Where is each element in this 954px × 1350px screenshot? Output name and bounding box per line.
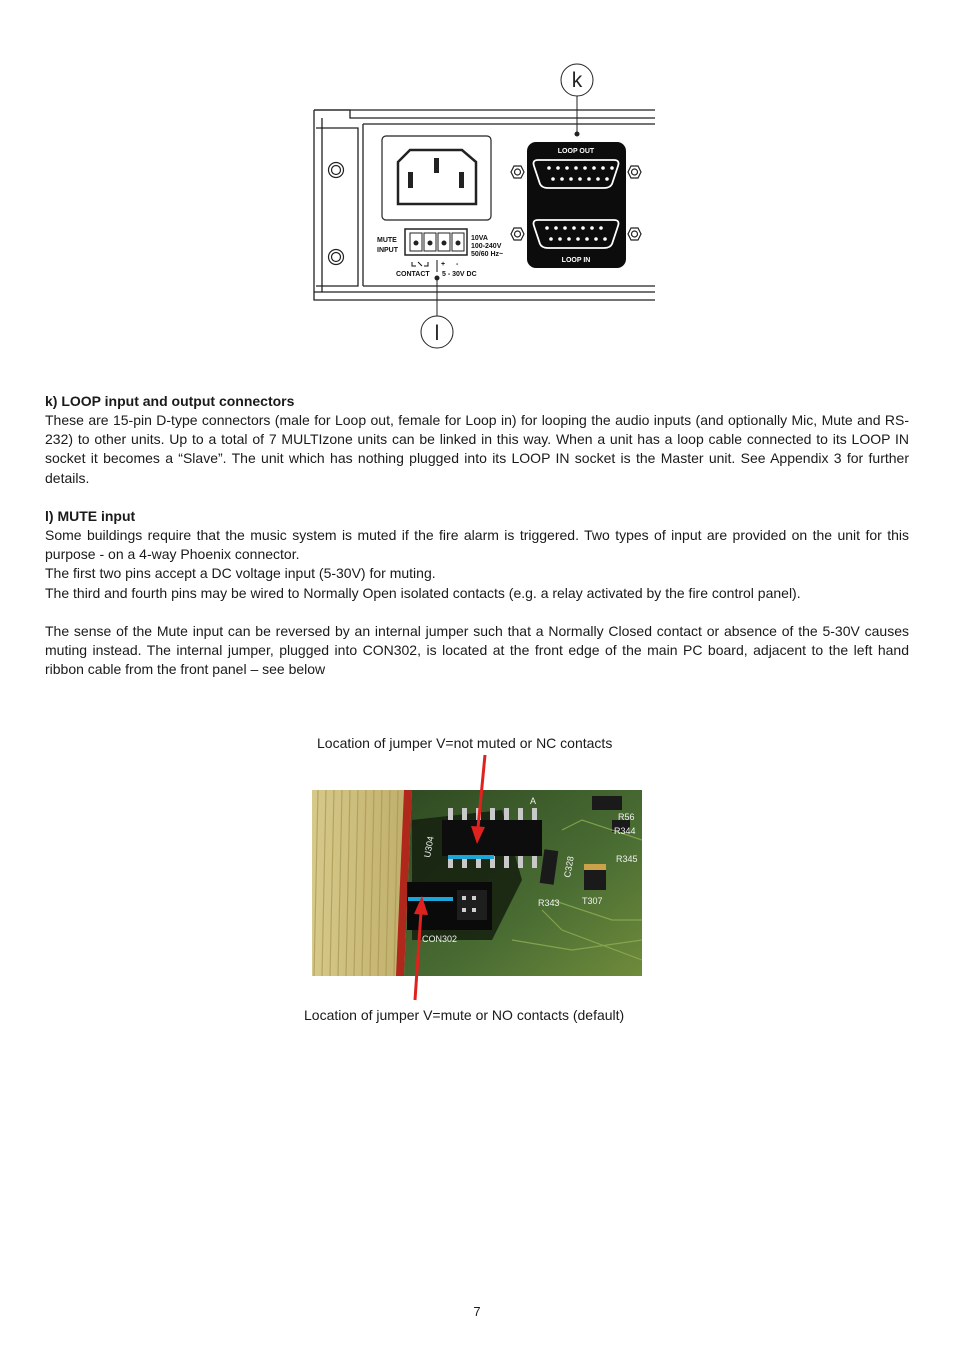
loop-out-label: LOOP OUT [557,148,595,155]
page-number: 7 [473,1304,481,1319]
section-l-body-3: The third and fourth pins may be wired to Normally Open isolated contacts (e.g. a relay activated by the fire control panel). [45,584,801,601]
label-r56: R56 [618,812,635,822]
power-rating-line3: 50/60 Hz~ [471,251,504,258]
power-rating-line2: 100-240V [471,243,502,250]
mute-label-line2: INPUT [377,247,398,254]
arrow-bottom [414,896,428,1000]
section-l-body-2: The first two pins accept a DC voltage input (5-30V) for muting. [45,565,436,582]
caption-bottom: Location of jumper V=mute or NO contacts (default) [304,1007,625,1023]
label-r343: R343 [538,898,560,908]
callout-k: k [571,69,583,92]
section-k-heading: k) LOOP input and output connectors [45,393,295,409]
contact-label: CONTACT [396,271,430,278]
label-r345: R345 [616,854,638,864]
mute-label-line1: MUTE [377,237,397,244]
red-arrows [400,750,500,1010]
section-k-body: These are 15-pin D-type connectors (male for Loop out, female for Loop in) for looping the audio inputs (and optionally Mic, Mute and RS-232) to other units. Up to a total of 7 MULTIzone units can be linked in this way. When a unit has a loop cable connected to its LOOP IN socket it becomes a “Slave”. The unit which has nothing plugged into its LOOP IN socket is the Master unit. See Appendix 3 for further details. [45,412,909,486]
section-k [45,392,909,488]
section-l-heading: l) MUTE input [45,508,136,524]
iec-power-inlet [382,136,491,220]
minus-sign: - [456,261,459,268]
label-r344: R344 [614,826,636,836]
label-t307: T307 [582,896,603,906]
loop-in-label: LOOP IN [561,257,591,264]
label-u304: U304 [422,835,436,859]
label-a: A [530,796,537,806]
loop-connectors-panel [527,142,626,268]
section-l-body-4: The sense of the Mute input can be reversed by an internal jumper such that a Normally Closed contact or absence of the 5-30V causes muting instead. The internal jumper, plugged into CON302, is located at the front edge of the main PC board, adjacent to the left hand ribbon cable from the front panel – see below [45,622,909,678]
arrow-top [471,755,485,844]
contact-symbol [412,262,428,266]
rear-panel-diagram [300,55,670,355]
dc-voltage-label: 5 - 30V DC [442,271,477,278]
plus-sign: + [441,261,446,268]
power-rating-line1: 10VA [471,235,488,242]
section-l [45,507,909,679]
callout-l: l [434,322,440,345]
mute-phoenix-connector [405,229,467,255]
mounting-holes [329,163,344,265]
section-l-body-1: Some buildings require that the music system is muted if the fire alarm is triggered. Two types of input are provided on the unit for this purpose - on a 4-way Phoenix connector. [45,527,909,563]
label-c328: C328 [562,855,576,879]
label-con302: CON302 [422,934,458,944]
caption-top: Location of jumper V=not muted or NC contacts [317,735,613,751]
